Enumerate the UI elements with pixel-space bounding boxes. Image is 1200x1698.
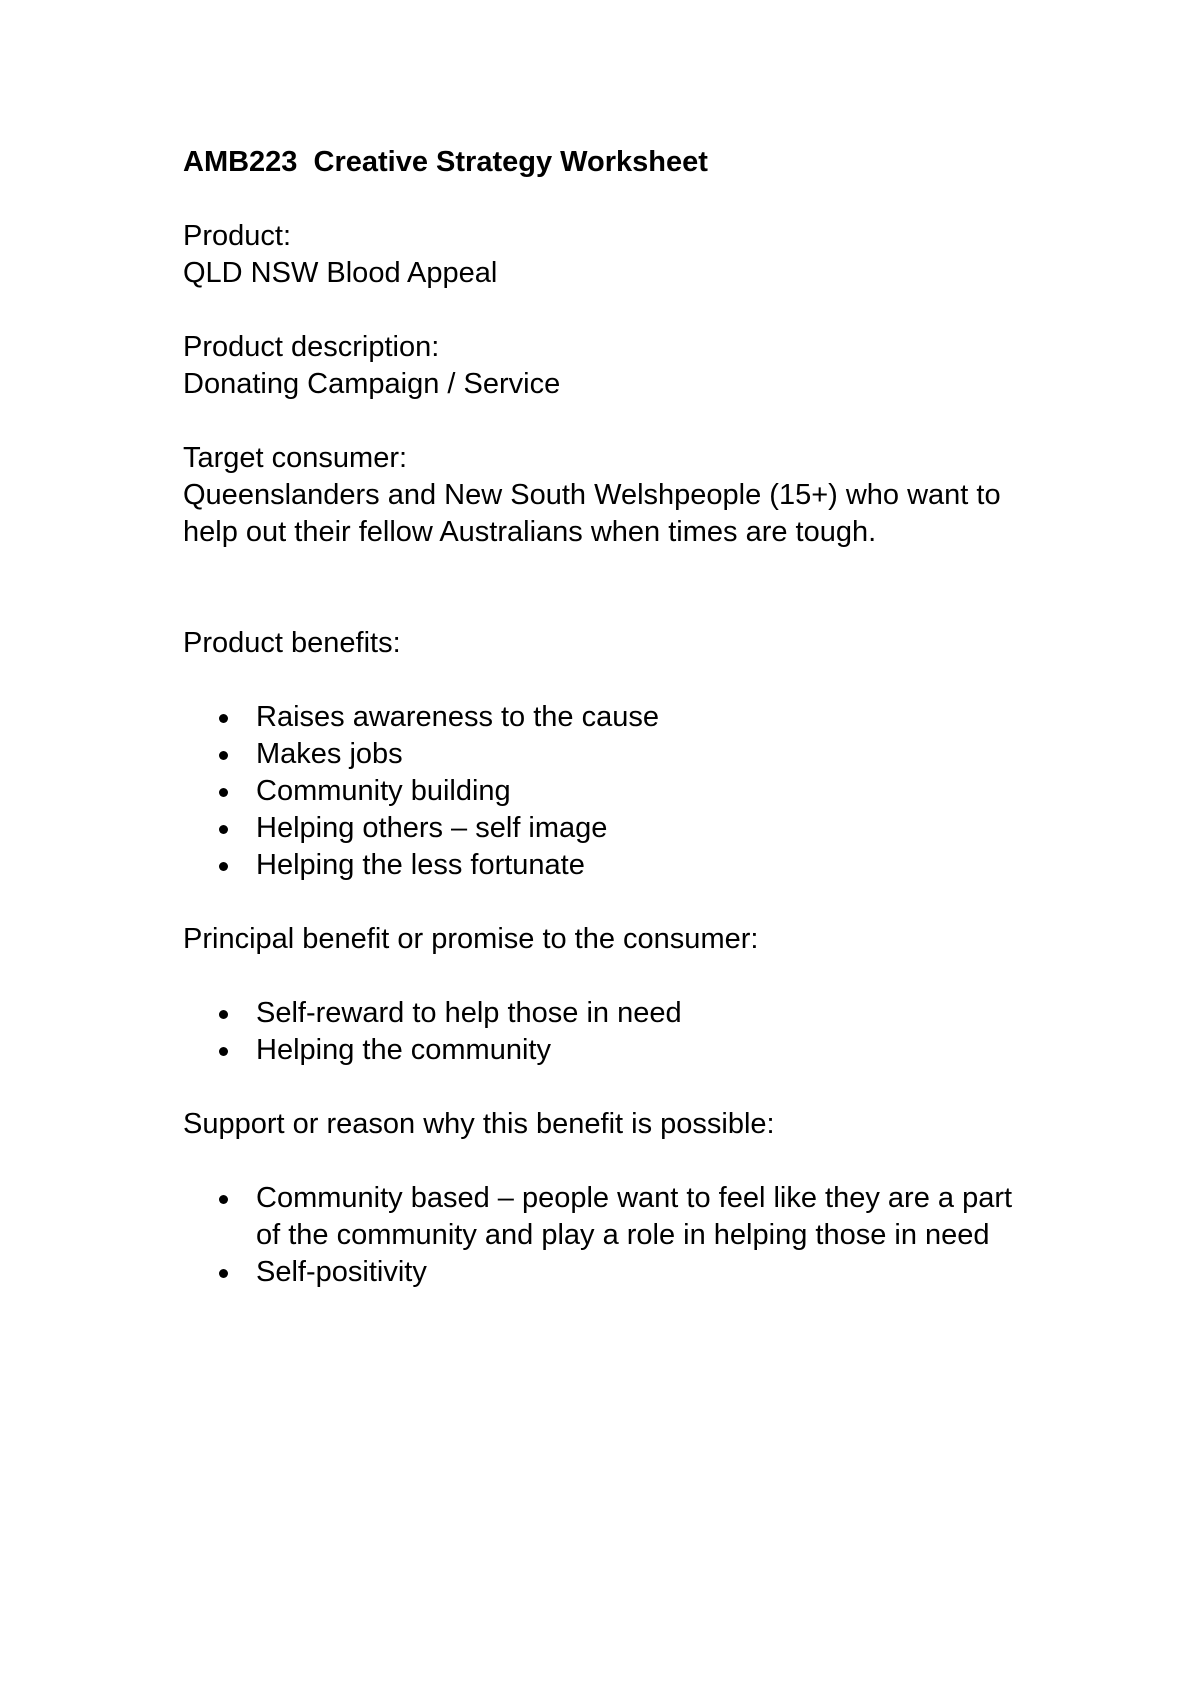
spacer [183, 292, 1043, 329]
list-item [183, 847, 1043, 884]
support-reason-list [183, 1180, 1043, 1291]
bullet-icon [219, 825, 228, 834]
description-label: Product description: [183, 331, 440, 363]
spacer [183, 958, 1043, 995]
principal-benefit-label: Principal benefit or promise to the consumer: [183, 923, 759, 955]
list-item-text: Raises awareness to the cause [256, 701, 659, 733]
spacer [183, 1143, 1043, 1180]
list-item [183, 1180, 1043, 1254]
bullet-icon [219, 1047, 228, 1056]
list-item-text: Helping the community [256, 1034, 551, 1066]
list-item-text: Makes jobs [256, 738, 403, 770]
bullet-icon [219, 862, 228, 871]
list-item [183, 736, 1043, 773]
list-item [183, 699, 1043, 736]
description-value: Donating Campaign / Service [183, 368, 561, 400]
bullet-icon [219, 714, 228, 723]
list-item-text: Community building [256, 775, 511, 807]
list-item-text: Self-positivity [256, 1256, 427, 1288]
list-item [183, 995, 1043, 1032]
support-reason-label: Support or reason why this benefit is possible: [183, 1108, 775, 1140]
list-item [183, 810, 1043, 847]
list-item-text: Helping others – self image [256, 812, 608, 844]
bullet-icon [219, 1010, 228, 1019]
target-consumer-label: Target consumer: [183, 442, 408, 474]
product-label: Product: [183, 220, 291, 252]
bullet-icon [219, 1195, 228, 1204]
target-consumer-value: Queenslanders and New South Welshpeople (15+) who want to help out their fellow Australians when times are tough. [183, 479, 1001, 548]
product-benefits-list [183, 699, 1043, 884]
document-title: AMB223 Creative Strategy Worksheet [183, 146, 708, 178]
list-item-text: Self-reward to help those in need [256, 997, 682, 1029]
bullet-icon [219, 751, 228, 760]
product-benefits-label: Product benefits: [183, 627, 401, 659]
spacer [183, 181, 1043, 218]
bullet-icon [219, 788, 228, 797]
document-body [183, 144, 1043, 1291]
list-item-text: Community based – people want to feel like they are a part of the community and play a role in helping those in need [256, 1182, 1013, 1251]
list-item-text: Helping the less fortunate [256, 849, 585, 881]
product-value: QLD NSW Blood Appeal [183, 257, 498, 289]
spacer [183, 1069, 1043, 1106]
spacer [183, 884, 1043, 921]
spacer [183, 403, 1043, 440]
spacer [183, 551, 1043, 625]
spacer [183, 662, 1043, 699]
list-item [183, 1032, 1043, 1069]
list-item [183, 773, 1043, 810]
bullet-icon [219, 1269, 228, 1278]
principal-benefit-list [183, 995, 1043, 1069]
list-item [183, 1254, 1043, 1291]
